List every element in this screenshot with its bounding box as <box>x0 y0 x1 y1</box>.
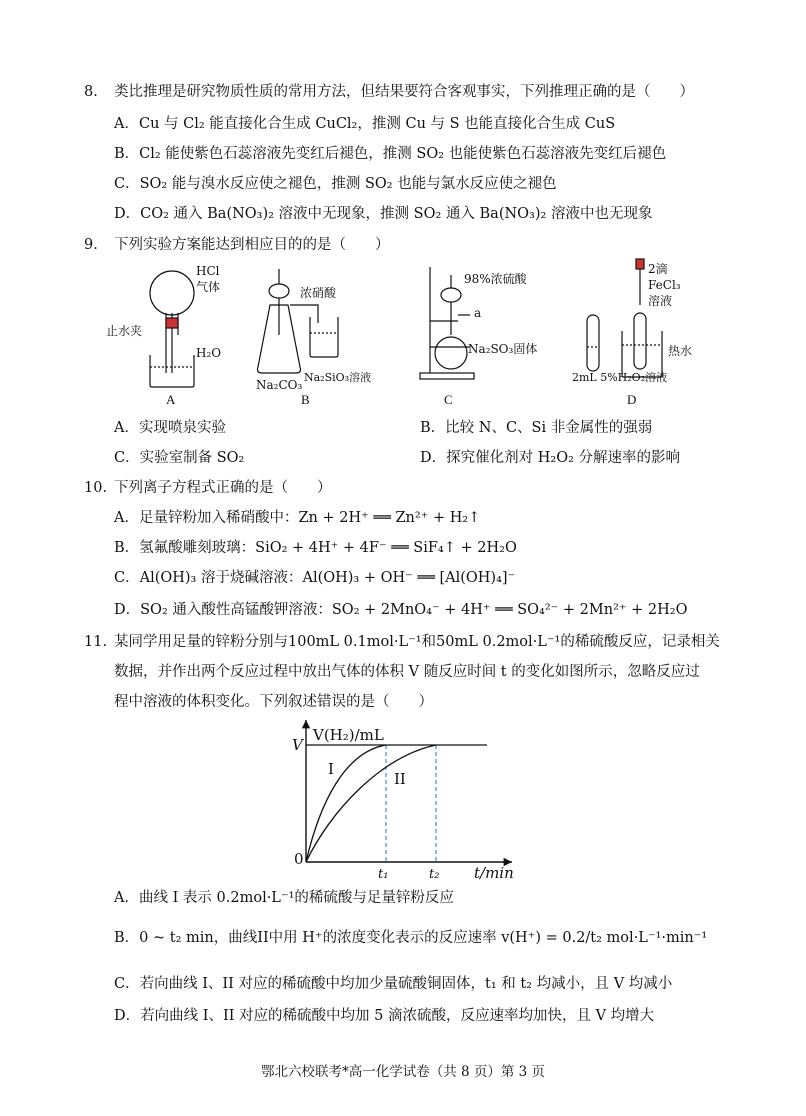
q9-option-a: A．实现喷泉实验 <box>114 420 226 436</box>
q9-number: 9. <box>84 237 98 253</box>
q9-stem: 下列实验方案能达到相应目的的是（ ） <box>114 237 390 253</box>
q11-option-b: B．0 ~ t₂ min，曲线II中用 H⁺的浓度变化表示的反应速率 v(H⁺) = 0.2/t₂ mol·L⁻¹·min⁻¹ <box>114 930 708 946</box>
q8-number: 8. <box>84 84 98 100</box>
q10-stem: 下列离子方程式正确的是（ ） <box>114 480 332 496</box>
chart-y-tick-v: V <box>292 736 303 754</box>
q10-number: 10. <box>84 480 108 496</box>
figD-solution-label: 溶液 <box>648 294 673 308</box>
q11-stem-line-3: 程中溶液的体积变化。下列叙述错误的是（ ） <box>114 694 433 710</box>
figD-h2o2-label: 2mL 5%H₂O₂溶液 <box>572 371 668 384</box>
figC-letter: C <box>444 392 453 407</box>
chart-ylabel: V(H₂)/mL <box>313 726 384 744</box>
q9-option-d: D．探究催化剂对 H₂O₂ 分解速率的影响 <box>420 450 681 466</box>
figD-hot-water-label: 热水 <box>668 344 693 358</box>
q8-option-d: D．CO₂ 通入 Ba(NO₃)₂ 溶液中无现象，推测 SO₂ 通入 Ba(NO₃)₂ 溶液中也无现象 <box>114 206 653 222</box>
figD-letter: D <box>627 392 637 407</box>
figA-letter: A <box>166 392 176 407</box>
q8-option-b: B．Cl₂ 能使紫色石蕊溶液先变红后褪色，推测 SO₂ 也能使紫色石蕊溶液先变红后褪色 <box>114 146 667 162</box>
figC-a-label: a <box>474 306 482 320</box>
q11-option-d: D．若向曲线 I、II 对应的稀硫酸中均加 5 滴浓硫酸，反应速率均加快，且 V 均增大 <box>114 1008 655 1024</box>
figD-drops-label: 2滴 <box>648 262 668 276</box>
q8-option-c: C．SO₂ 能与溴水反应使之褪色，推测 SO₂ 也能与氯水反应使之褪色 <box>114 176 557 192</box>
q11-option-a: A．曲线 I 表示 0.2mol·L⁻¹的稀硫酸与足量锌粉反应 <box>114 890 454 906</box>
figA-water-label: H₂O <box>196 346 222 360</box>
figD-tube-left <box>587 315 599 371</box>
figC-acid-label: 98%浓硫酸 <box>464 272 527 286</box>
q9-apparatus-figures <box>0 255 806 415</box>
figC-base <box>420 373 474 379</box>
figA-stopper <box>166 318 178 328</box>
q9-option-b: B．比较 N、C、Si 非金属性的强弱 <box>420 420 653 436</box>
figC-funnel <box>441 288 461 302</box>
q8-stem: 类比推理是研究物质性质的常用方法，但结果要符合客观事实，下列推理正确的是（ ） <box>114 84 694 100</box>
chart-series-label-I: I <box>328 760 334 778</box>
chart-x-tick-t2: t₂ <box>429 867 440 882</box>
q10-option-b: B．氢氟酸雕刻玻璃：SiO₂ + 4H⁺ + 4F⁻ ══ SiF₄↑ + 2H₂O <box>114 540 517 556</box>
q11-option-c: C．若向曲线 I、II 对应的稀硫酸中均加少量硫酸铜固体，t₁ 和 t₂ 均减小，且 V 均减小 <box>114 976 673 992</box>
figA-gas-label: 气体 <box>196 280 221 294</box>
figB-beaker <box>310 317 338 357</box>
q11-volume-time-chart <box>0 712 806 882</box>
figA-flask <box>150 271 194 315</box>
figC-solid-label: Na₂SO₃固体 <box>468 342 538 356</box>
q9-option-c: C．实验室制备 SO₂ <box>114 450 245 466</box>
q10-option-c: C．Al(OH)₃ 溶于烧碱溶液：Al(OH)₃ + OH⁻ ══ [Al(OH)₄]⁻ <box>114 570 516 586</box>
figA-hcl-label: HCl <box>196 264 220 278</box>
q11-stem-line-1: 某同学用足量的锌粉分别与100mL 0.1mol·L⁻¹和50mL 0.2mol·L⁻¹的稀硫酸反应，记录相关 <box>114 634 720 650</box>
chart-origin: 0 <box>294 850 304 868</box>
figC-flask <box>435 337 467 369</box>
chart-series-label-II: II <box>394 770 406 788</box>
q10-option-a: A．足量锌粉加入稀硝酸中：Zn + 2H⁺ ══ Zn²⁺ + H₂↑ <box>114 510 481 526</box>
q11-stem-line-2: 数据，并作出两个反应过程中放出气体的体积 V 随反应时间 t 的变化如图所示，忽略反应过 <box>114 664 700 680</box>
figB-letter: B <box>301 392 310 407</box>
figB-na2sio3-label: Na₂SiO₃溶液 <box>304 371 372 384</box>
q11-number: 11. <box>84 634 108 650</box>
figA-clamp-label: 止水夹 <box>106 324 143 338</box>
chart-x-tick-t1: t₁ <box>378 867 389 882</box>
figB-acid-label: 浓硝酸 <box>300 286 337 300</box>
q10-option-d: D．SO₂ 通入酸性高锰酸钾溶液：SO₂ + 2MnO₄⁻ + 4H⁺ ══ SO₄²⁻ + 2Mn²⁺ + 2H₂O <box>114 602 688 618</box>
page-footer: 鄂北六校联考*高一化学试卷（共 8 页）第 3 页 <box>260 1064 546 1080</box>
q8-option-a: A．Cu 与 Cl₂ 能直接化合生成 CuCl₂，推测 Cu 与 S 也能直接化合生成 CuS <box>114 116 616 132</box>
figB-funnel <box>269 284 289 298</box>
chart-xlabel: t/min <box>474 864 514 882</box>
figB-na2co3-label: Na₂CO₃ <box>256 378 303 392</box>
figD-fecl3-label: FeCl₃ <box>648 278 681 292</box>
